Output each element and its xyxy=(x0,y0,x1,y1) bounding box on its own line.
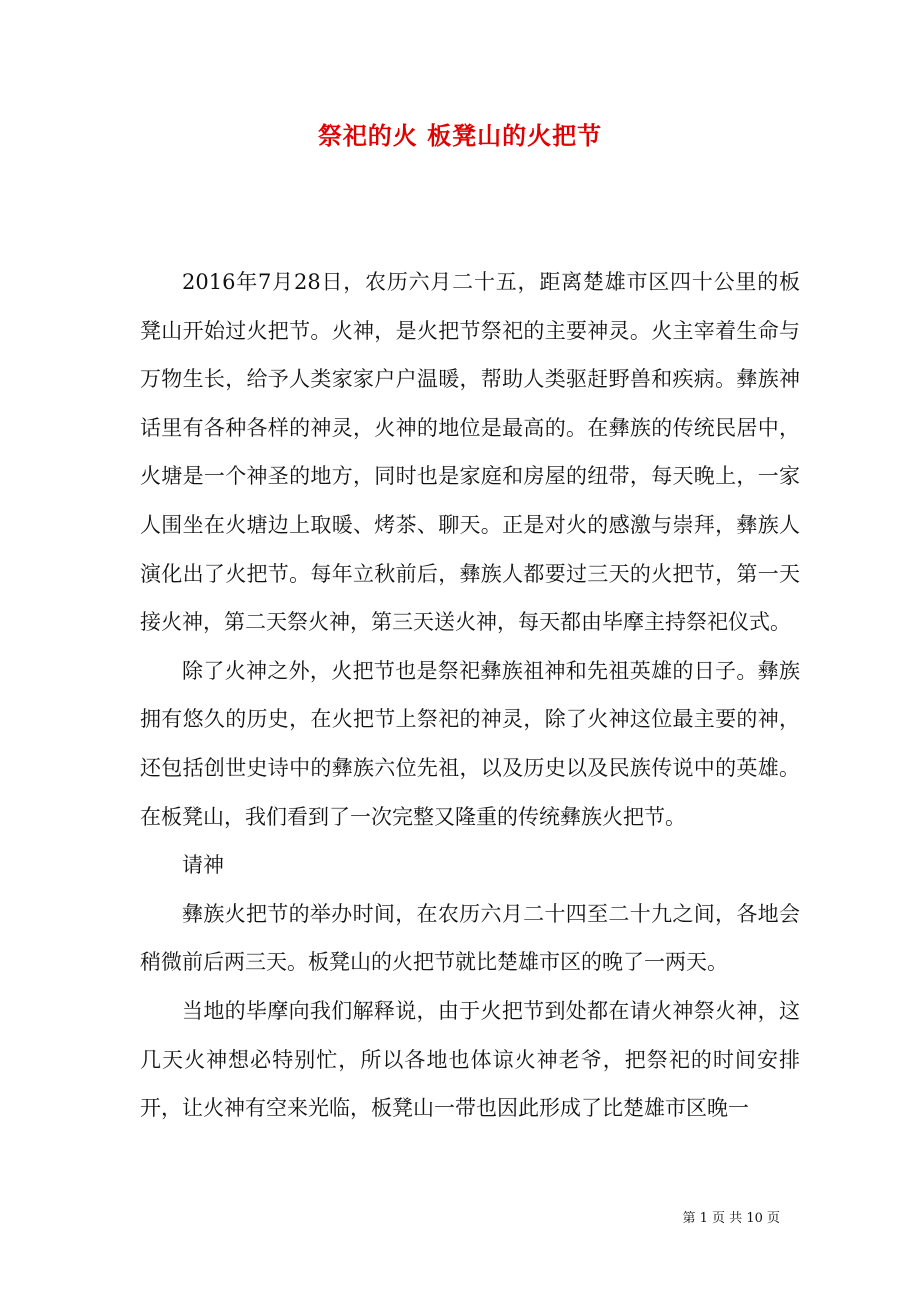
paragraph-2: 除了火神之外，火把节也是祭祀彝族祖神和先祖英雄的日子。彝族拥有悠久的历史，在火把节上祭祀的神灵，除了火神这位最主要的神，还包括创世史诗中的彝族六位先祖，以及历史以及民族传说中的英雄。在板凳山，我们看到了一次完整又隆重的传统彝族火把节。 xyxy=(140,658,800,829)
page-number-footer: 第 1 页 共 10 页 xyxy=(682,1211,780,1226)
document-title: 祭祀的火 板凳山的火把节 xyxy=(317,121,603,150)
paragraph-4: 当地的毕摩向我们解释说，由于火把节到处都在请火神祭火神，这几天火神想必特别忙，所以各地也体谅火神老爷，把祭祀的时间安排开，让火神有空来光临，板凳山一带也因此形成了比楚雄市区晚一 xyxy=(140,998,800,1121)
section-heading-qingshen: 请神 xyxy=(182,853,224,878)
paragraph-3: 彝族火把节的举办时间，在农历六月二十四至二十九之间，各地会稍微前后两三天。板凳山的火把节就比楚雄市区的晚了一两天。 xyxy=(140,901,800,975)
document-body xyxy=(140,258,800,1133)
paragraph-1: 2016年7月28日，农历六月二十五，距离楚雄市区四十公里的板凳山开始过火把节。火神，是火把节祭祀的主要神灵。火主宰着生命与万物生长，给予人类家家户户温暖，帮助人类驱赶野兽和疾病。彝族神话里有各种各样的神灵，火神的地位是最高的。在彝族的传统民居中，火塘是一个神圣的地方，同时也是家庭和房屋的纽带，每天晚上，一家人围坐在火塘边上取暖、烤茶、聊天。正是对火的感激与崇拜，彝族人演化出了火把节。每年立秋前后，彝族人都要过三天的火把节，第一天接火神，第二天祭火神，第三天送火神，每天都由毕摩主持祭祀仪式。 xyxy=(140,270,800,635)
